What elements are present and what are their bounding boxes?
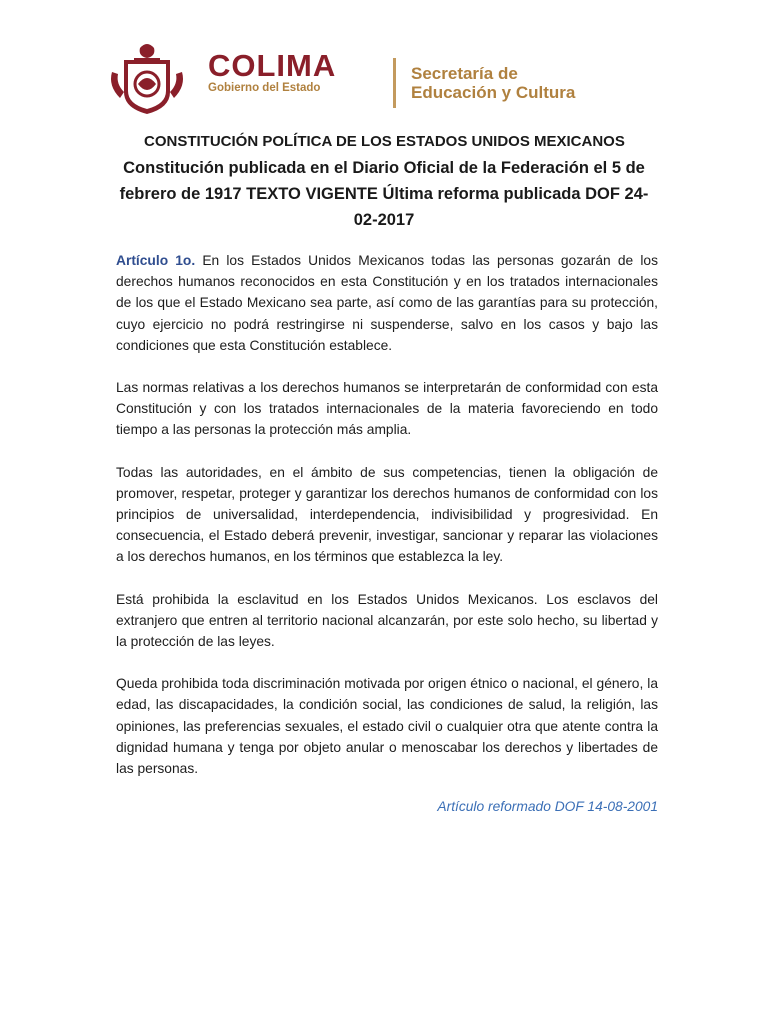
article-body	[116, 250, 658, 817]
department-line-1: Secretaría de	[411, 64, 518, 83]
article-label: Artículo 1o.	[116, 253, 196, 268]
document-title: CONSTITUCIÓN POLÍTICA DE LOS ESTADOS UNIDOS MEXICANOS	[144, 133, 625, 150]
brand-subtitle: Gobierno del Estado	[208, 82, 321, 94]
state-coat-of-arms-icon	[104, 42, 190, 116]
paragraph-5: Queda prohibida toda discriminación motivada por origen étnico o nacional, el género, la edad, las discapacidades, la condición social, las condiciones de salud, la religión, las opiniones, las preferencias sexuales, el estado civil o cualquier otra que atente contra la dignidad humana y tenga por objeto anular o menoscabar los derechos y libertades de las personas.	[116, 676, 658, 777]
paragraph-2: Las normas relativas a los derechos humanos se interpretarán de conformidad con esta Constitución y con los tratados internacionales de la materia favoreciendo en todo tiempo a las personas la protección más amplia.	[116, 380, 658, 438]
letterhead	[104, 42, 664, 116]
paragraph-1	[116, 250, 658, 356]
header-divider	[393, 58, 396, 108]
paragraph-4: Está prohibida la esclavitud en los Estados Unidos Mexicanos. Los esclavos del extranjero que entren al territorio nacional alcanzarán, por este solo hecho, su libertad y la protección de las leyes.	[116, 591, 658, 650]
paragraph-3: Todas las autoridades, en el ámbito de sus competencias, tienen la obligación de promover, respetar, proteger y garantizar los derechos humanos de conformidad con los principios de universalidad, interdependencia, indivisibilidad y progresividad. En consecuencia, el Estado deberá prevenir, investigar, sancionar y reparar las violaciones a los derechos humanos, en los términos que establezca la ley.	[116, 464, 658, 565]
brand-name: COLIMA	[208, 48, 337, 83]
paragraph-1-text: En los Estados Unidos Mexicanos todas las personas gozarán de los derechos humanos reconocidos en esta Constitución y en los tratados internacionales de los que el Estado Mexicano sea parte, así como de las garantías para su protección, cuyo ejercicio no podrá restringirse ni suspenderse, salvo en los casos y bajo las condiciones que esta Constitución establece.	[116, 253, 658, 353]
brand-logo	[208, 50, 336, 95]
department-line-2: Educación y Cultura	[411, 83, 576, 102]
department-name	[411, 64, 575, 102]
reform-note: Artículo reformado DOF 14-08-2001	[437, 799, 658, 815]
document-subtitle: Constitución publicada en el Diario Oficial de la Federación el 5 de febrero de 1917 TEXTO VIGENTE Última reforma publicada DOF 24-02-2017	[119, 159, 649, 229]
